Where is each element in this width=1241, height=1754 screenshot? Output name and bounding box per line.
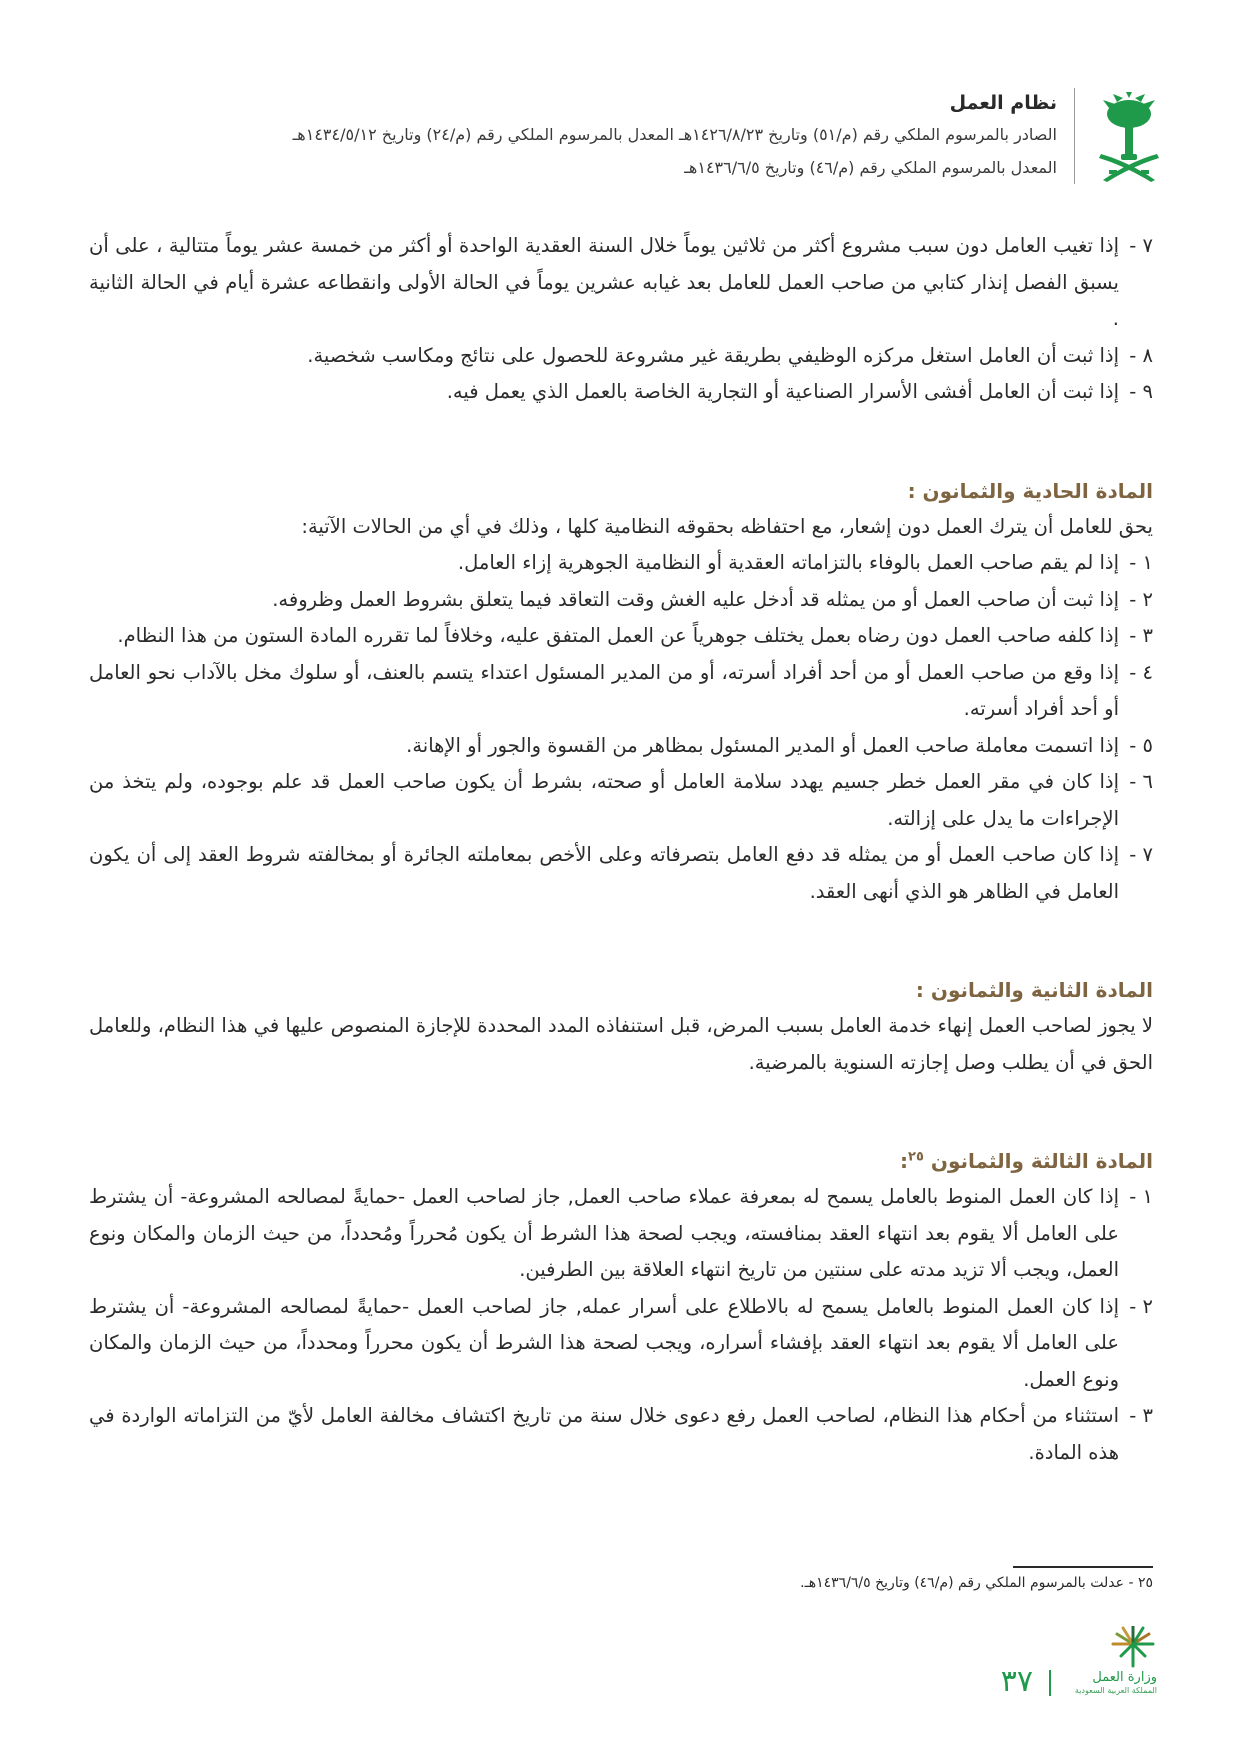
header-divider (1074, 88, 1075, 184)
article-82-text: لا يجوز لصاحب العمل إنهاء خدمة العامل بسبب المرض، قبل استنفاذه المدد المحددة للإجازة المنصوص عليها في هذا النظام، وللعامل الحق في أن يطلب وصل إجازته السنوية بالمرضية. (89, 1014, 1153, 1074)
list-item (89, 1398, 1153, 1471)
decree-line-1: الصادر بالمرسوم الملكي رقم (م/٥١) وتاريخ ١٤٢٦/٨/٢٣هـ المعدل بالمرسوم الملكي رقم (م/٢٤) وتاريخ ١٤٣٤/٥/١٢هـ (292, 125, 1057, 144)
article-81-heading: المادة الحادية والثمانون : (907, 478, 1153, 503)
item-number: ٤ - (1129, 660, 1153, 684)
footnote-reference[interactable]: ٢٥ (908, 1149, 924, 1165)
item-number: ٣ - (1129, 1404, 1153, 1427)
item-text: إذا كان العمل المنوط بالعامل يسمح له بالاطلاع على أسرار عمله, جاز لصاحب العمل -حمايةً لمصالحه المشروعة- أن يشترط على العامل ألا يقوم بعد انتهاء العقد بإفشاء أسراره، ويجب لصحة هذا الشرط أن يكون محرراً ومحدداً، من حيث الزمان والمكان ونوع العمل. (89, 1294, 1119, 1391)
item-text: إذا لم يقم صاحب العمل بالوفاء بالتزاماته العقدية أو النظامية الجوهرية إزاء العامل. (457, 551, 1119, 574)
ministry-name: وزارة العمل (1092, 1670, 1157, 1685)
item-text: إذا كلفه صاحب العمل دون رضاه بعمل يختلف جوهرياً عن العمل المتفق عليه، وخلافاً لما تقرره المادة الستون من هذا النظام. (117, 624, 1119, 647)
item-number: ٧ - (1129, 843, 1153, 866)
item-number: ٩ - (1129, 380, 1153, 403)
list-item (89, 228, 1153, 338)
article-83-heading-text: المادة الثالثة والثمانون (930, 1149, 1153, 1173)
ministry-logo-icon (1109, 1626, 1157, 1668)
item-number: ٧ - (1129, 234, 1153, 257)
item-number: ٣ - (1129, 624, 1153, 647)
list-item (89, 618, 1153, 655)
main-content (89, 228, 1153, 1471)
item-text: إذا كان العمل المنوط بالعامل يسمح له بمعرفة عملاء صاحب العمل, جاز لصاحب العمل -حمايةً لمصالحه المشروعة- أن يشترط على العامل ألا يقوم بعد انتهاء العقد بمنافسته، ويجب لصحة هذا الشرط أن يكون مُحرراً ومُحدداً، من حيث الزمان والمكان ونوع العمل، ويجب ألا تزيد مدته على سنتين من تاريخ انتهاء العلاقة بين الطرفين. (89, 1185, 1119, 1281)
heading-colon: : (900, 1149, 909, 1173)
page-header (81, 88, 1161, 188)
header-text (293, 88, 1057, 184)
item-text: إذا تغيب العامل دون سبب مشروع أكثر من ثلاثين يوماً خلال السنة العقدية الواحدة أو أكثر من خمسة عشر يوماً متتالية ، على أن يسبق الفصل إنذار كتابي من صاحب العمل للعامل بعد غيابه عشرين يوماً في الحالة الأولى وانقطاعه عشرة أيام في الحالة الثانية . (89, 234, 1119, 330)
item-text: إذا وقع من صاحب العمل أو من أحد أفراد أسرته، أو من المدير المسئول اعتداء يتسم بالعنف، أو سلوك مخل بالآداب نحو العامل أو أحد أفراد أسرته. (89, 660, 1119, 720)
page-number: ٣٧ (1000, 1664, 1033, 1699)
list-item (89, 1179, 1153, 1289)
item-text: إذا كان صاحب العمل أو من يمثله قد دفع العامل بتصرفاته وعلى الأخص بمعاملته الجائرة أو بمخالفته شروط العقد إلى أن يكون العامل في الظاهر هو الذي أنهى العقد. (89, 843, 1119, 903)
article-81-intro: يحق للعامل أن يترك العمل دون إشعار، مع احتفاظه بحقوقه النظامية كلها ، وذلك في أي من الحالات الآتية: (301, 514, 1153, 538)
decree-line-2: المعدل بالمرسوم الملكي رقم (م/٤٦) وتاريخ ١٤٣٦/٦/٥هـ (684, 158, 1057, 177)
item-number: ٦ - (1129, 770, 1153, 793)
ministry-subtitle: المملكة العربية السعودية (1074, 1686, 1157, 1695)
list-item (89, 764, 1153, 837)
item-number: ٢ - (1129, 1294, 1153, 1318)
item-text: استثناء من أحكام هذا النظام، لصاحب العمل رفع دعوى خلال سنة من تاريخ اكتشاف مخالفة العامل لأيّ من التزاماته الواردة في هذه المادة. (89, 1404, 1119, 1464)
item-number: ٢ - (1129, 587, 1153, 611)
list-item (89, 338, 1153, 375)
article-83-heading (89, 1143, 1153, 1179)
article-82-heading: المادة الثانية والثمانون : (915, 978, 1153, 1002)
item-text: إذا كان في مقر العمل خطر جسيم يهدد سلامة العامل أو صحته، بشرط أن يكون صاحب العمل قد علم بوجوده، ولم يتخذ من الإجراءات ما يدل على إزالته. (89, 770, 1119, 830)
saudi-emblem-icon (1097, 92, 1161, 182)
list-item (89, 545, 1153, 582)
item-number: ٨ - (1129, 343, 1153, 367)
item-number: ١ - (1129, 551, 1153, 574)
list-item (89, 374, 1153, 411)
footnote: ٢٥ - عدلت بالمرسوم الملكي رقم (م/٤٦) وتاريخ ١٤٣٦/٦/٥هـ. (800, 1575, 1153, 1591)
list-item (89, 728, 1153, 765)
list-item (89, 582, 1153, 619)
item-text: إذا ثبت أن العامل أفشى الأسرار الصناعية أو التجارية الخاصة بالعمل الذي يعمل فيه. (446, 380, 1119, 403)
document-title: نظام العمل (949, 92, 1057, 114)
page-footer (941, 1626, 1161, 1706)
footer-divider (1049, 1670, 1051, 1696)
item-text: إذا ثبت أن العامل استغل مركزه الوظيفي بطريقة غير مشروعة للحصول على نتائج ومكاسب شخصية. (307, 343, 1119, 367)
item-number: ١ - (1129, 1185, 1153, 1208)
item-text: إذا ثبت أن صاحب العمل أو من يمثله قد أدخل عليه الغش وقت التعاقد فيما يتعلق بشروط العمل وظروفه. (272, 587, 1119, 611)
list-item (89, 837, 1153, 910)
item-text: إذا اتسمت معاملة صاحب العمل أو المدير المسئول بمظاهر من القسوة والجور أو الإهانة. (406, 733, 1119, 757)
item-number: ٥ - (1129, 733, 1153, 757)
footnote-divider (1013, 1566, 1153, 1568)
list-item (89, 655, 1153, 728)
list-item (89, 1289, 1153, 1399)
